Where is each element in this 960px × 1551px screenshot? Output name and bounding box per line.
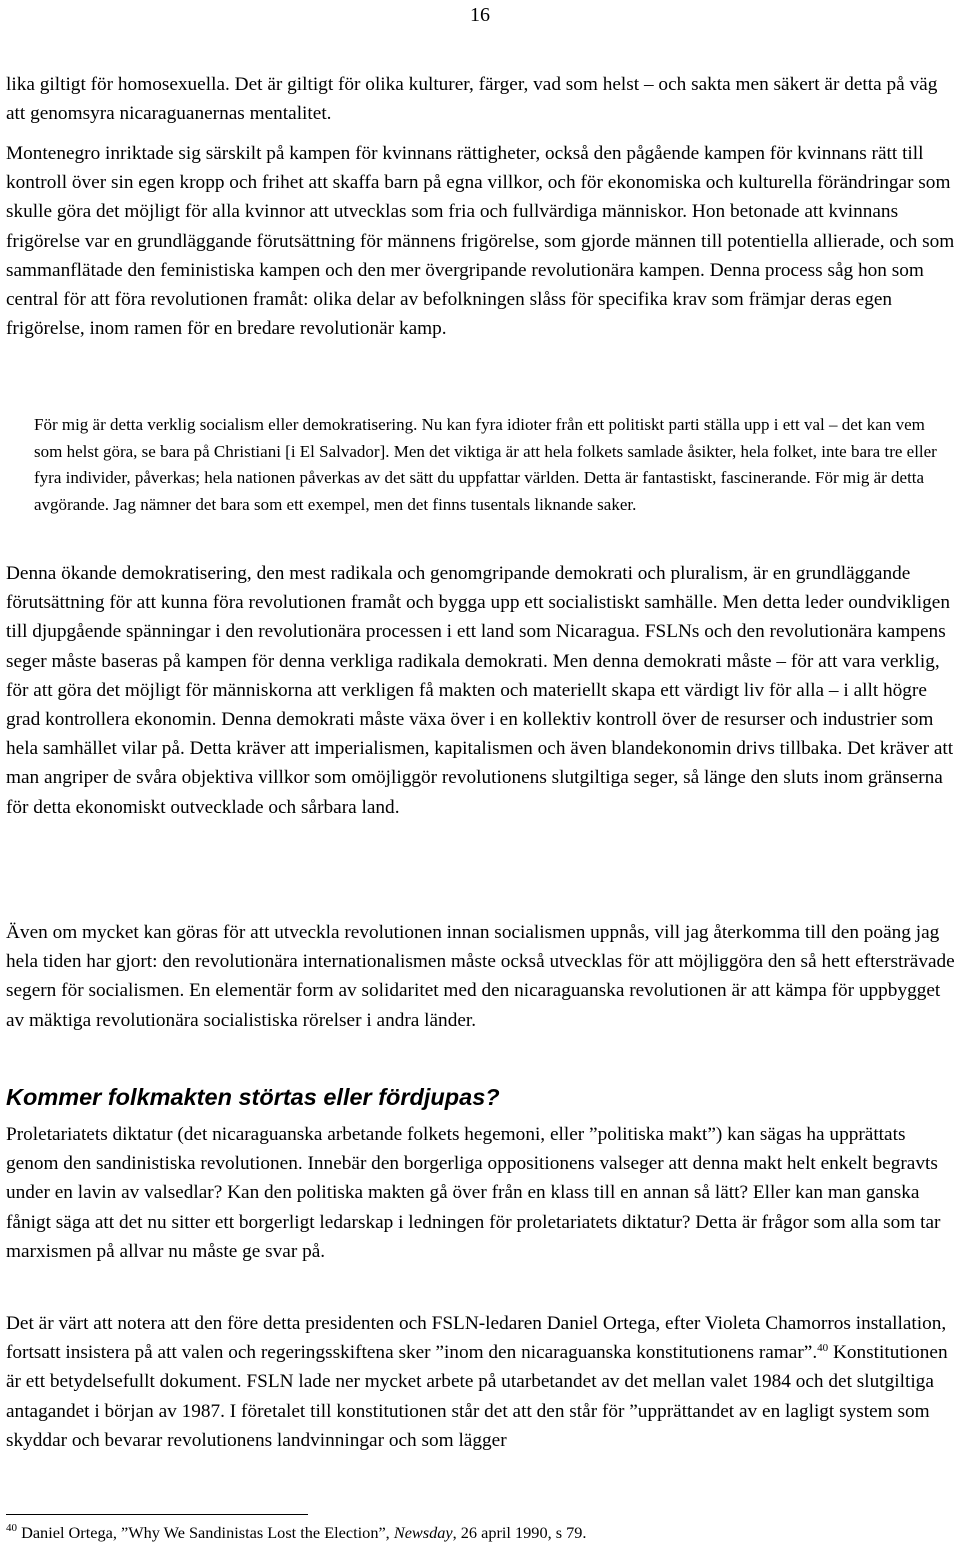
footnote-divider [6, 1514, 308, 1515]
paragraph-ortega [6, 1309, 956, 1455]
footnote-text-b: , 26 april 1990, s 79. [452, 1523, 587, 1542]
paragraph-ortega-text-b: Konstitutionen är ett betydelsefullt dokument. FSLN lade ner mycket arbete på utarbetandet av det mellan valet 1984 och det slutgiltiga antagandet i början av 1987. I företalet till konstitutionen står det att den står för ”upprättandet av en lagligt system som skyddar och bevarar revolutionens landvinningar och som lägger [6, 1342, 948, 1451]
footnote-source: Newsday [393, 1523, 453, 1542]
page-number: 16 [470, 4, 490, 26]
footnote [6, 1522, 586, 1544]
paragraph-ortega-text-a: Det är värt att notera att den före detta presidenten och FSLN-ledaren Daniel Ortega, efter Violeta Chamorros installation, fortsatt insistera på att valen och regeringsskiftena sker ”inom den nicaraguanska konstitutionens ramar”. [6, 1313, 947, 1364]
section-heading: Kommer folkmakten störtas eller fördjupas? [6, 1084, 500, 1110]
paragraph-democratization: Denna ökande demokratisering, den mest radikala och genomgripande demokrati och pluralism, är en grundläggande förutsättning för att kunna föra revolutionen framåt och bygga upp ett socialistiskt samhälle. Men detta leder oundvikligen till djupgående spänningar i den revolutionära processen i ett land som Nicaragua. FSLNs och den revolutionära kampens seger måste baseras på kampen för denna verkliga radikala demokrati. Men denna demokrati måste – för att vara verklig, för att göra det möjligt för människorna att verkligen få makten och materiellt skapa ett värdigt liv för alla – i allt högre grad kontrollera ekonomin. Denna demokrati måste växa över i en kollektiv kontroll över de resurser och industrier som hela samhället vilar på. Detta kräver att imperialismen, kapitalismen och även blandekonomin drivs tillbaka. Det kräver att man angriper de svåra objektiva villkor som omöjliggör revolutionens slutgiltiga seger, så länge den sluts inom gränserna för detta ekonomiskt outvecklade och sårbara land. [6, 563, 954, 818]
paragraph-intro: lika giltigt för homosexuella. Det är giltigt för olika kulturer, färger, vad som helst – och sakta men säkert är detta på väg att genomsyra nicaraguanernas mentalitet. [6, 74, 938, 125]
footnote-reference: 40 [817, 1342, 829, 1355]
block-quote: För mig är detta verklig socialism eller demokratisering. Nu kan fyra idioter från ett politiskt parti ställa upp i ett val – det kan vem som helst göra, se bara på Christiani [i El Salvador]. Men det viktiga är att hela folkets samlade åsikter, hela folket, inte bara tre eller fyra individer, påverkas; hela nationen påverkas av det sätt du uppfattar världen. Detta är fantastiskt, fascinerande. För mig är detta avgörande. Jag nämner det bara som ett exempel, men det finns tusentals liknande saker. [34, 415, 937, 514]
paragraph-montenegro: Montenegro inriktade sig särskilt på kampen för kvinnans rättigheter, också den pågående kampen för kvinnans rätt till kontroll över sin egen kropp och frihet att skaffa barn på egna villkor, och för ekonomiska och kulturella förändringar som skulle göra det möjligt för alla kvinnor att utvecklas som fria och fullvärdiga människor. Hon betonade att kvinnans frigörelse var en grundläggande förutsättning för männens frigörelse, som gjorde männen till potentiella allierade, och som sammanflätade den feministiska kampen och den mer övergripande revolutionära kampen. Denna process såg hon som central för att föra revolutionen framåt: olika delar av befolkningen slåss för specifika krav som främjar deras egen frigörelse, inom ramen för en bredare revolutionär kamp. [6, 143, 955, 340]
paragraph-internationalism: Även om mycket kan göras för att utveckla revolutionen innan socialismen uppnås, vill jag återkomma till den poäng jag hela tiden har gjort: den revolutionära internationalismen måste också utvecklas för att möjliggöra den så hett eftersträvade segern för socialismen. En elementär form av solidaritet med den nicaraguanska revolutionen är att kämpa för uppbygget av mäktiga revolutionära socialistiska rörelser i andra länder. [6, 922, 955, 1031]
paragraph-proletariat: Proletariatets diktatur (det nicaraguanska arbetande folkets hegemoni, eller ”politiska makt”) kan sägas ha upprättats genom den sandinistiska revolutionen. Innebär den borgerliga oppositionens valseger att denna makt helt enkelt begravts under en lavin av valsedlar? Kan den politiska makten gå över från en klass till en annan så lätt? Eller kan man ganska fånigt säga att det nu sitter ett borgerligt ledarskap i ledningen för proletariatets diktatur? Detta är frågor som alla som tar marxismen på allvar nu måste ge svar på. [6, 1124, 941, 1262]
footnote-number: 40 [6, 1522, 17, 1534]
footnote-text-a: Daniel Ortega, ”Why We Sandinistas Lost the Election”, [17, 1523, 394, 1542]
